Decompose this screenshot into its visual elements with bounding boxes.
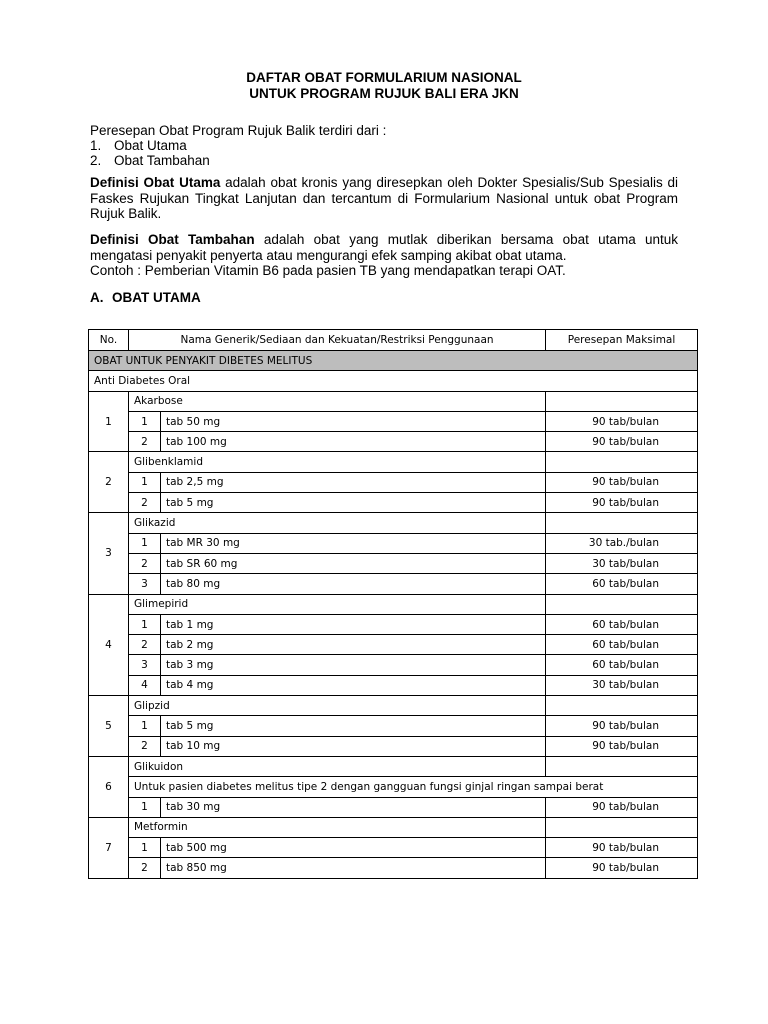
max-prescription: 90 tab/bulan — [546, 858, 698, 878]
dosage-form-row — [89, 635, 698, 655]
max-prescription: 60 tab/bulan — [546, 655, 698, 675]
drug-table — [88, 329, 698, 879]
dosage-form-row — [89, 858, 698, 878]
document-title-line1: DAFTAR OBAT FORMULARIUM NASIONAL — [246, 70, 522, 85]
header-max: Peresepan Maksimal — [546, 330, 698, 351]
dosage-form-number: 1 — [129, 411, 161, 431]
dosage-form: tab 50 mg — [161, 411, 546, 431]
dosage-form: tab 4 mg — [161, 675, 546, 695]
max-prescription: 90 tab/bulan — [546, 736, 698, 756]
drug-number: 4 — [89, 594, 129, 695]
category-row — [89, 351, 698, 371]
dosage-form-row — [89, 614, 698, 634]
drug-number: 2 — [89, 452, 129, 513]
dosage-form: tab 500 mg — [161, 838, 546, 858]
definition-text: adalah obat kronis yang diresepkan oleh Dokter Spesialis/Sub Spesialis di Faskes Rujukan Tingkat Lanjutan dan tercantum di Formularium Nasional untuk obat Program Rujuk Balik. — [90, 175, 678, 221]
dosage-form-number: 1 — [129, 838, 161, 858]
drug-row — [89, 756, 698, 776]
drug-number: 1 — [89, 391, 129, 452]
dosage-form: tab 80 mg — [161, 574, 546, 594]
dosage-form-number: 1 — [129, 797, 161, 817]
max-prescription: 90 tab/bulan — [546, 472, 698, 492]
drug-name: Glipzid — [129, 696, 546, 716]
drug-row — [89, 594, 698, 614]
dosage-form-row — [89, 716, 698, 736]
dosage-form-number: 2 — [129, 736, 161, 756]
drug-max-empty — [546, 696, 698, 716]
dosage-form-number: 1 — [129, 472, 161, 492]
section-title: OBAT UTAMA — [112, 290, 201, 305]
dosage-form: tab SR 60 mg — [161, 553, 546, 573]
drug-max-empty — [546, 594, 698, 614]
max-prescription: 60 tab/bulan — [546, 635, 698, 655]
intro-item-number: 1. — [90, 138, 102, 153]
dosage-form: tab 3 mg — [161, 655, 546, 675]
dosage-form-row — [89, 553, 698, 573]
dosage-form: tab 5 mg — [161, 716, 546, 736]
intro-block — [90, 123, 678, 168]
dosage-form-row — [89, 574, 698, 594]
drug-row — [89, 696, 698, 716]
table-header-row — [89, 330, 698, 351]
dosage-form: tab 1 mg — [161, 614, 546, 634]
max-prescription: 60 tab/bulan — [546, 574, 698, 594]
dosage-form-number: 4 — [129, 675, 161, 695]
dosage-form: tab 100 mg — [161, 432, 546, 452]
dosage-form-row — [89, 533, 698, 553]
intro-item — [90, 138, 678, 153]
dosage-form: tab MR 30 mg — [161, 533, 546, 553]
drug-max-empty — [546, 513, 698, 533]
drug-name: Glikuidon — [129, 756, 546, 776]
dosage-form-number: 2 — [129, 553, 161, 573]
dosage-form: tab 30 mg — [161, 797, 546, 817]
header-no: No. — [89, 330, 129, 351]
section-heading — [90, 290, 201, 306]
intro-item-label: Obat Tambahan — [114, 153, 210, 168]
dosage-form-row — [89, 797, 698, 817]
dosage-form-number: 3 — [129, 574, 161, 594]
max-prescription: 90 tab/bulan — [546, 432, 698, 452]
drug-row — [89, 391, 698, 411]
subcategory-row — [89, 371, 698, 391]
dosage-form-row — [89, 736, 698, 756]
document-title-line2: UNTUK PROGRAM RUJUK BALI ERA JKN — [249, 86, 519, 101]
dosage-form-number: 1 — [129, 716, 161, 736]
dosage-form-row — [89, 493, 698, 513]
intro-item-label: Obat Utama — [114, 138, 187, 153]
dosage-form-number: 2 — [129, 493, 161, 513]
max-prescription: 30 tab./bulan — [546, 533, 698, 553]
drug-restriction-row — [89, 777, 698, 797]
drug-number: 6 — [89, 756, 129, 817]
dosage-form-row — [89, 675, 698, 695]
drug-number: 3 — [89, 513, 129, 594]
dosage-form: tab 850 mg — [161, 858, 546, 878]
dosage-form-number: 1 — [129, 533, 161, 553]
drug-max-empty — [546, 391, 698, 411]
definition-text: adalah obat yang mutlak diberikan bersama obat utama untuk mengatasi penyakit penyerta atau mengurangi efek samping akibat obat utama. — [90, 232, 678, 263]
drug-row — [89, 817, 698, 837]
max-prescription: 90 tab/bulan — [546, 838, 698, 858]
definition-term: Definisi Obat Tambahan — [90, 232, 255, 247]
section-letter: A. — [90, 290, 104, 305]
max-prescription: 90 tab/bulan — [546, 797, 698, 817]
drug-number: 7 — [89, 817, 129, 878]
max-prescription: 90 tab/bulan — [546, 411, 698, 431]
drug-name: Glibenklamid — [129, 452, 546, 472]
intro-item-number: 2. — [90, 153, 102, 168]
dosage-form: tab 5 mg — [161, 493, 546, 513]
drug-name: Akarbose — [129, 391, 546, 411]
definition-obat-utama — [90, 175, 678, 222]
dosage-form: tab 10 mg — [161, 736, 546, 756]
drug-restriction: Untuk pasien diabetes melitus tipe 2 dengan gangguan fungsi ginjal ringan sampai berat — [129, 777, 698, 797]
intro-lead: Peresepan Obat Program Rujuk Balik terdiri dari : — [90, 123, 387, 138]
max-prescription: 90 tab/bulan — [546, 493, 698, 513]
definition-term: Definisi Obat Utama — [90, 175, 221, 190]
drug-row — [89, 452, 698, 472]
header-name: Nama Generik/Sediaan dan Kekuatan/Restriksi Penggunaan — [129, 330, 546, 351]
dosage-form: tab 2 mg — [161, 635, 546, 655]
drug-max-empty — [546, 452, 698, 472]
subcategory-label: Anti Diabetes Oral — [89, 371, 698, 391]
dosage-form-row — [89, 838, 698, 858]
drug-row — [89, 513, 698, 533]
dosage-form: tab 2,5 mg — [161, 472, 546, 492]
dosage-form-number: 1 — [129, 614, 161, 634]
max-prescription: 90 tab/bulan — [546, 716, 698, 736]
drug-max-empty — [546, 817, 698, 837]
dosage-form-row — [89, 655, 698, 675]
dosage-form-number: 3 — [129, 655, 161, 675]
drug-number: 5 — [89, 696, 129, 757]
intro-item — [90, 153, 678, 168]
drug-name: Glimepirid — [129, 594, 546, 614]
max-prescription: 30 tab/bulan — [546, 553, 698, 573]
definition-example: Contoh : Pemberian Vitamin B6 pada pasien TB yang mendapatkan terapi OAT. — [90, 263, 566, 278]
dosage-form-row — [89, 411, 698, 431]
dosage-form-number: 2 — [129, 858, 161, 878]
dosage-form-number: 2 — [129, 635, 161, 655]
category-label: OBAT UNTUK PENYAKIT DIBETES MELITUS — [89, 351, 698, 371]
definition-obat-tambahan — [90, 232, 678, 279]
drug-name: Metformin — [129, 817, 546, 837]
dosage-form-row — [89, 432, 698, 452]
drug-name: Glikazid — [129, 513, 546, 533]
dosage-form-number: 2 — [129, 432, 161, 452]
max-prescription: 60 tab/bulan — [546, 614, 698, 634]
max-prescription: 30 tab/bulan — [546, 675, 698, 695]
dosage-form-row — [89, 472, 698, 492]
drug-max-empty — [546, 756, 698, 776]
